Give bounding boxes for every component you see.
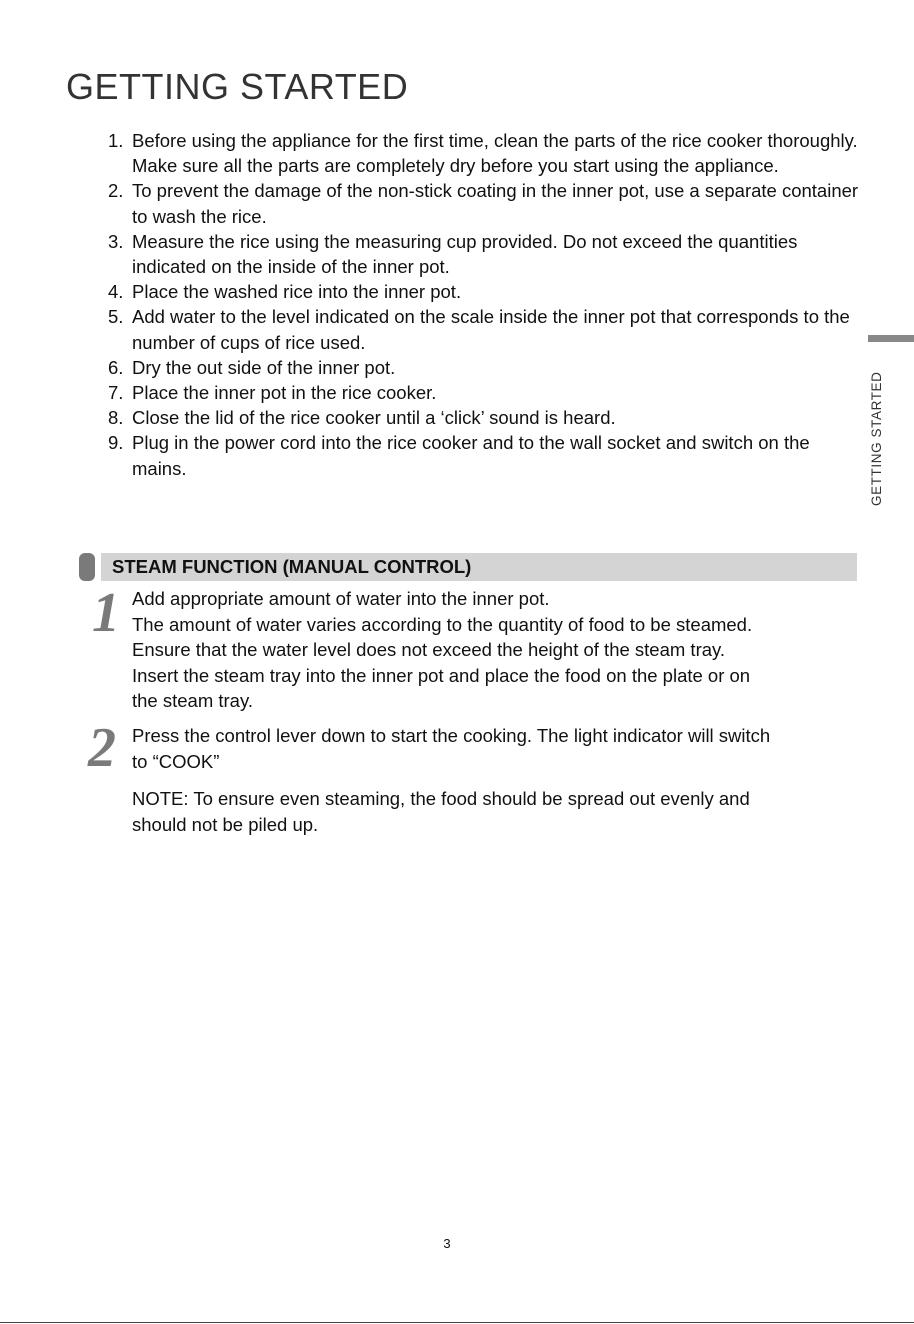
step-line: to “COOK” bbox=[132, 750, 220, 772]
step-text: Dry the out side of the inner pot. bbox=[132, 356, 396, 378]
step-line: The amount of water varies according to the quantity of food to be steamed. bbox=[132, 613, 753, 635]
side-tab-label: GETTING STARTED bbox=[869, 371, 884, 506]
list-item bbox=[108, 430, 868, 480]
step-line: the steam tray. bbox=[132, 690, 253, 712]
step-line: Ensure that the water level does not exceed the height of the steam tray. bbox=[132, 639, 726, 661]
step-line: Add appropriate amount of water into the inner pot. bbox=[132, 588, 550, 609]
list-item bbox=[108, 229, 868, 279]
page-title: GETTING STARTED bbox=[66, 66, 409, 107]
step-text: Add water to the level indicated on the scale inside the inner pot that corresponds to the number of cups of rice used. bbox=[132, 306, 850, 353]
section-marker bbox=[79, 553, 95, 581]
section-header bbox=[79, 553, 857, 581]
steam-step-1 bbox=[132, 586, 872, 714]
note-line: should not be piled up. bbox=[132, 813, 319, 835]
step-text: Place the inner pot in the rice cooker. bbox=[132, 382, 437, 404]
step-number: 1. bbox=[108, 130, 124, 151]
step-number: 6. bbox=[108, 356, 124, 378]
step-number: 4. bbox=[108, 281, 124, 303]
step-number: 3. bbox=[108, 230, 124, 252]
step-text: Plug in the power cord into the rice cooker and to the wall socket and switch on the mains. bbox=[132, 432, 810, 479]
steam-step-2 bbox=[132, 723, 872, 774]
step-number: 8. bbox=[108, 407, 124, 429]
getting-started-steps bbox=[108, 128, 868, 481]
step-text: Place the washed rice into the inner pot. bbox=[132, 281, 462, 303]
list-item bbox=[108, 178, 868, 228]
list-item bbox=[108, 128, 868, 178]
bottom-rule bbox=[0, 1322, 914, 1323]
step-number: 7. bbox=[108, 382, 124, 404]
step-text: Measure the rice using the measuring cup provided. Do not exceed the quantities indicated on the inside of the inner pot. bbox=[132, 230, 798, 278]
side-tab-bar bbox=[868, 335, 914, 342]
page-number: 3 bbox=[443, 1236, 451, 1251]
step-line: Insert the steam tray into the inner pot and place the food on the plate or on bbox=[132, 664, 751, 686]
step-number: 5. bbox=[108, 306, 124, 328]
step-text: Before using the appliance for the first time, clean the parts of the rice cooker thoroughly. Make sure all the parts are completely dry before you start using the appliance. bbox=[132, 130, 858, 177]
list-item bbox=[108, 355, 868, 380]
list-item bbox=[108, 304, 868, 354]
step-text: Close the lid of the rice cooker until a ‘click’ sound is heard. bbox=[132, 407, 616, 429]
step-1-numeral: 1 bbox=[92, 582, 120, 644]
note-line: NOTE: To ensure even steaming, the food should be spread out evenly and bbox=[132, 788, 750, 809]
list-item bbox=[108, 405, 868, 430]
step-text: To prevent the damage of the non-stick coating in the inner pot, use a separate container to wash the rice. bbox=[132, 180, 859, 227]
steam-note bbox=[132, 786, 872, 837]
step-number: 2. bbox=[108, 180, 124, 202]
step-number: 9. bbox=[108, 432, 124, 454]
step-line: Press the control lever down to start the cooking. The light indicator will switch bbox=[132, 725, 771, 746]
step-2-numeral: 2 bbox=[88, 717, 116, 779]
list-item bbox=[108, 279, 868, 304]
section-title: STEAM FUNCTION (MANUAL CONTROL) bbox=[112, 556, 472, 577]
list-item bbox=[108, 380, 868, 405]
